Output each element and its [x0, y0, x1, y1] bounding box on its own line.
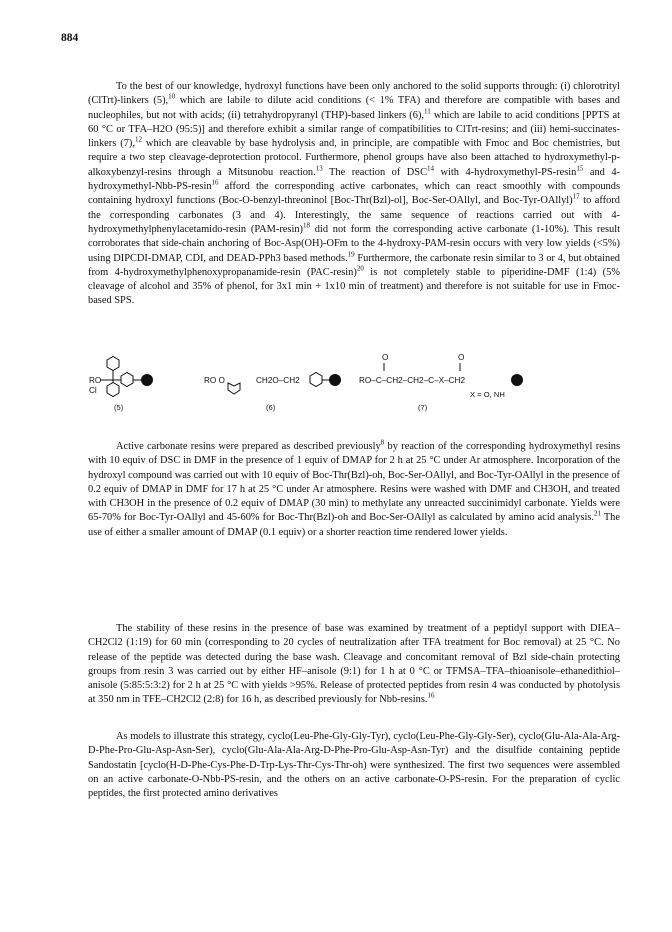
svg-text:(6): (6) [266, 403, 276, 412]
page-number: 884 [61, 32, 79, 44]
structure-7 [359, 353, 523, 412]
svg-text:Cl: Cl [89, 386, 97, 395]
svg-text:RO–C–CH2–CH2–C–X–CH2: RO–C–CH2–CH2–C–X–CH2 [359, 376, 466, 385]
paragraph-3: The stability of these resins in the presence of base was examined by treatment of a peptidyl support with DIEA–CH2Cl2 (1:19) for 60 min (corresponding to 20 cycles of neutralization after TFA treatment for Boc removal) at 25 °C. No release of the peptide was detected during the base wash. Cleavage and concomitant removal of Bzl side-chain protecting groups from resin 3 was carried out by either HF–anisole (9:1) for 1 h at 0 °C or TFMSA–TFA–thioanisole–ethanedithiol–anisole (5:85:5:3:2) for 2 h at 25 °C with yields >95%. Release of protected peptides from resin 4 was conducted by photolysis at 350 nm in TFE–CH2Cl2 (2:8) for 16 h, as described previously for Nbb-resins.$^{16}$ [88, 623, 620, 706]
structure-6 [204, 373, 341, 413]
structure-5 [89, 357, 153, 413]
paragraph-1: To the best of our knowledge, hydroxyl functions have been only anchored to the solid supports through: (i) chlorotrityl (ClTrt)-linkers (5),$^{10}$ which are labile to dilute acid conditions (< 1% TFA) and therefore are compatible with bases and nucleophiles, but not with acids; (ii) tetrahydropyranyl (THP)-based linkers (6),$^{11}$ which are labile to acid conditions [PPTS at 60 °C or TFA–H2O (95:5)] and therefore exhibit a similar range of compatibilities to ClTrt-resins; and (iii) hemi-succinates-linkers (7),$^{12}$ which are cleavable by base hydrolysis and, in principle, are compatible with Fmoc and Boc chemistries, but require a two step cleavage-deprotection protocol. Furthermore, phenol groups have also been attached to hydroxymethyl-p-alkoxybenzyl-resins through a Mitsunobu reaction.$^{13}$ The reaction of DSC$^{14}$ with 4-hydroxymethyl-PS-resin$^{15}$ and 4-hydroxymethyl-Nbb-PS-resin$^{16}$ afford the corresponding active carbonates, which can react smoothly with compounds containing hydroxyl functions (Boc-O-benzyl-threoninol [Boc-Thr(Bzl)-ol], Boc-Ser-OAllyl, and Boc-Tyr-OAllyl)$^{17}$ to afford the corresponding carbonates (3 and 4). Interestingly, the same sequence of reactions carried out with 4-hydroxymethylphenylacetamido-resin $(PAM-resin)^{18}$ did not form the corresponding active carbonate (1-10%). This result corroborates that side-chain anchoring of Boc-Asp(OH)-OFm to the 4-hydroxy-PAM-resin occurs with very low yields (<5%) using DIPCDI-DMAP, CDI, and DEAD-PPh3 based methods.$^{19}$ Furthermore, the carbonate resin similar to 3 or 4, but obtained from 4-hydroxymethylphenoxypropanamide-resin $(PAC-resin)^{20}$ is not completely stable to piperidine-DMF (1:4) (5% cleavage of alcohol and 35% of phenol, for 3x1 min + 1x10 min of treatment) and therefore is not suitable for use in Fmoc-based SPS. [88, 81, 621, 307]
paragraph-4: As models to illustrate this strategy, cyclo(Leu-Phe-Gly-Gly-Tyr), cyclo(Leu-Phe-Gly-Gly-Ser), cyclo(Glu-Ala-Ala-Arg-D-Phe-Pro-Glu-Asp-Asn-Ser), cyclo(Glu-Ala-Ala-Arg-D-Phe-Pro-Glu-Asp-Asn-Tyr) and the disulfide containing peptide Sandostatin [cyclo(H-D-Phe-Cys-Phe-D-Trp-Lys-Thr-Cys-Thr-oh) were synthesized. The first two sequences were assembled on an active carbonate-O-Nbb-PS-resin, and the others on an active carbonate-O-PS-resin. For the preparation of cyclic peptides, the first protected amino derivatives [88, 731, 620, 800]
svg-text:X = O, NH: X = O, NH [470, 390, 505, 399]
resin-structures-figure [88, 353, 620, 437]
svg-text:RO O: RO O [204, 376, 225, 385]
paragraph-2: Active carbonate resins were prepared as described previously$^8$ by reaction of the corresponding hydroxymethyl resins with 10 equiv of DSC in DMF in the presence of 1 equiv of DMAP for 2 h at 25 °C under Ar atmosphere. Incorporation of the hydroxyl compound was carried out with 10 equiv of Boc-Thr(Bzl)-oh, Boc-Ser-OAllyl, and Boc-Tyr-OAllyl in the presence of 0.2 equiv of DMAP in DMF for 17 h at 25 °C under Ar atmosphere. Resins were washed with DMF and CH3OH, and treated with CH3OH in the presence of 0.2 equiv of DMAP (30 min) to methylate any unreacted succinimidyl carbonate. Yields were 65-70% for Boc-Tyr-OAllyl and 45-60% for Boc-Thr(Bzl)-oh and Boc-Ser-OAllyl as calculated by amino acid analysis.$^{21}$ The use of either a smaller amount of DMAP (0.1 equiv) or a shorter reaction time rendered lower yields. [88, 438, 620, 538]
svg-text:CH2O–CH2: CH2O–CH2 [256, 376, 300, 385]
svg-text:(7): (7) [418, 403, 428, 412]
svg-text:RO: RO [89, 376, 102, 385]
svg-text:(5): (5) [114, 403, 124, 412]
svg-text:O: O [382, 353, 389, 362]
svg-text:O: O [458, 353, 465, 362]
